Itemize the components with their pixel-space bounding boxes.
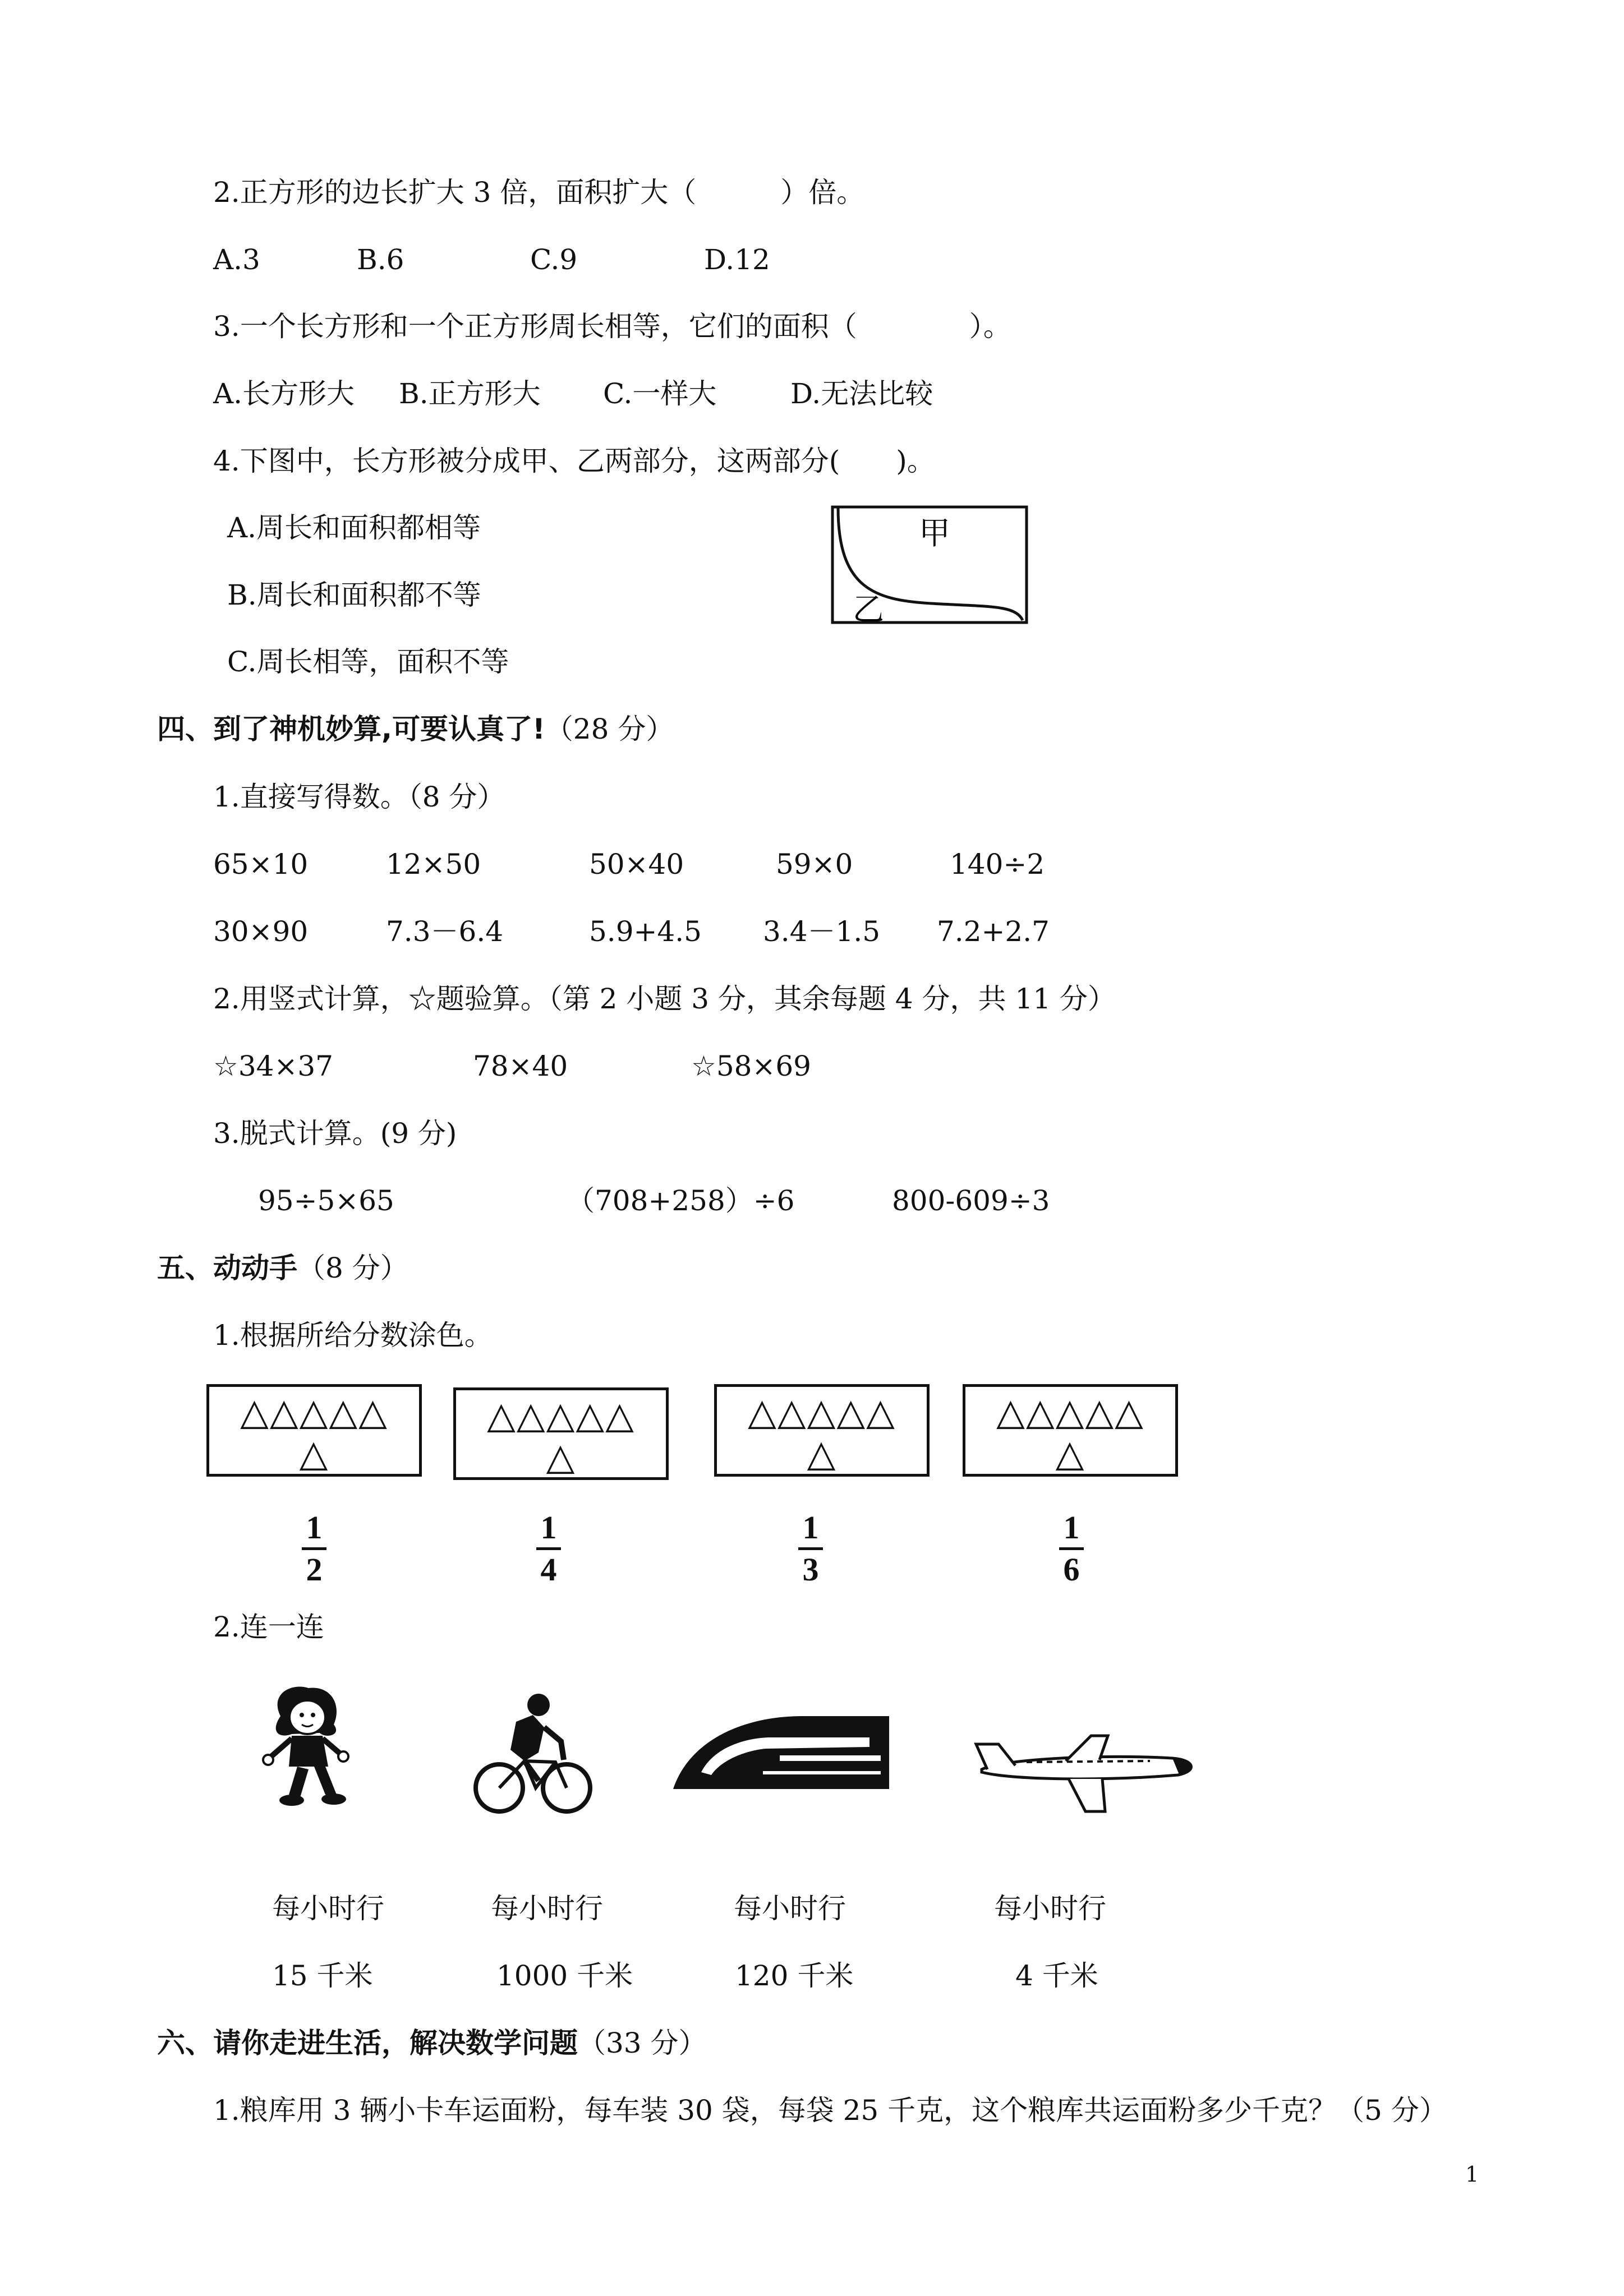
fraction-denominator: 6: [1063, 1551, 1080, 1588]
figure-label-yi: 乙: [853, 592, 884, 628]
q3-2-option-c: C.9: [530, 243, 578, 276]
fraction-numerator: 1: [1063, 1509, 1080, 1546]
triangle-box-4: [963, 1384, 1178, 1477]
triangle-row-top: △△△△△: [487, 1394, 635, 1437]
triangle-row-bottom: △: [299, 1432, 329, 1475]
calc-row2-item2: 7.3－6.4: [386, 915, 504, 948]
fraction-denominator: 2: [306, 1551, 323, 1588]
fraction-bar: [302, 1547, 326, 1550]
calc-row2-item5: 7.2+2.7: [937, 915, 1050, 948]
triangle-row-bottom: △: [807, 1432, 837, 1475]
fraction-numerator: 1: [540, 1509, 557, 1546]
q3-4-option-a: A.周长和面积都相等: [227, 511, 481, 544]
q4-1-text: 1.直接写得数。（8 分）: [213, 781, 505, 813]
q3-2-option-d: D.12: [704, 243, 770, 276]
fraction-1-2: [292, 1511, 337, 1586]
vertical-calc-item1: ☆34×37: [213, 1050, 333, 1082]
section4-heading: [157, 715, 674, 743]
q4-2-text: 2.用竖式计算，☆题验算。（第 2 小题 3 分，其余每题 4 分，共 11 分）: [213, 983, 1116, 1015]
calc-row1-item2: 12×50: [386, 848, 481, 880]
q5-1-text: 1.根据所给分数涂色。: [213, 1319, 493, 1352]
q3-4-text: 4.下图中，长方形被分成甲、乙两部分，这两部分( )。: [213, 445, 935, 477]
q3-2-text: 2.正方形的边长扩大 3 倍，面积扩大（ ）倍。: [213, 176, 865, 209]
fraction-denominator: 3: [802, 1551, 819, 1588]
q3-3-option-c: C.一样大: [603, 377, 717, 410]
speed-label-4: 每小时行: [994, 1892, 1106, 1925]
vertical-calc-item3: ☆58×69: [691, 1050, 811, 1082]
train-picture: [668, 1705, 892, 1800]
speed-label-1: 每小时行: [272, 1892, 384, 1925]
speed-label-3: 每小时行: [734, 1892, 846, 1925]
calc-row1-item5: 140÷2: [950, 848, 1045, 880]
speed-value-3: 120 千米: [735, 1960, 854, 1992]
fraction-1-6: [1049, 1511, 1094, 1586]
fraction-1-4: [526, 1511, 571, 1586]
q3-4-option-c: C.周长相等，面积不等: [227, 646, 509, 678]
cyclist-picture: [471, 1688, 595, 1817]
q3-3-option-d: D.无法比较: [790, 377, 933, 410]
fraction-bar: [1059, 1547, 1084, 1550]
fraction-bar: [798, 1547, 823, 1550]
section4-score: （28 分）: [545, 713, 674, 745]
fraction-denominator: 4: [540, 1551, 557, 1588]
section6-heading: [157, 2029, 707, 2057]
step-calc-item2: （708+258）÷6: [567, 1184, 795, 1217]
calc-row1-item1: 65×10: [213, 848, 309, 880]
step-calc-item1: 95÷5×65: [258, 1184, 394, 1217]
calc-row2-item1: 30×90: [213, 915, 309, 948]
fraction-numerator: 1: [802, 1509, 819, 1546]
section5-heading: [157, 1254, 408, 1282]
section6-score: （33 分）: [578, 2027, 707, 2059]
step-calc-item3: 800-609÷3: [892, 1184, 1050, 1217]
speed-value-1: 15 千米: [272, 1960, 373, 1992]
calc-row2-item4: 3.4－1.5: [763, 915, 881, 948]
calc-row1-item4: 59×0: [776, 848, 853, 880]
triangle-row-top: △△△△△: [240, 1390, 388, 1433]
vertical-calc-item2: 78×40: [473, 1050, 568, 1082]
speed-label-2: 每小时行: [491, 1892, 603, 1925]
triangle-box-3: [714, 1384, 930, 1477]
triangle-row-top: △△△△△: [996, 1390, 1144, 1433]
fraction-bar: [536, 1547, 561, 1550]
calc-row2-item3: 5.9+4.5: [589, 915, 702, 948]
section4-title: 四、到了神机妙算,可要认真了!: [157, 713, 545, 745]
triangle-box-1: [206, 1384, 422, 1477]
q3-2-option-a: A.3: [213, 243, 260, 276]
triangle-row-bottom: △: [546, 1435, 576, 1478]
calc-row1-item3: 50×40: [589, 848, 684, 880]
fraction-1-3: [788, 1511, 833, 1586]
page-number: 1: [1465, 2162, 1479, 2187]
section5-score: （8 分）: [297, 1252, 408, 1284]
triangle-box-2: [453, 1387, 669, 1480]
section5-title: 五、动动手: [157, 1252, 297, 1284]
speed-value-4: 4 千米: [1015, 1960, 1098, 1992]
q3-3-text: 3.一个长方形和一个正方形周长相等，它们的面积（ ）。: [213, 310, 1011, 343]
figure-label-jia: 甲: [919, 515, 950, 552]
airplane-picture: [970, 1727, 1200, 1817]
q3-3-option-a: A.长方形大: [213, 377, 355, 410]
section6-title: 六、请你走进生活，解决数学问题: [157, 2027, 578, 2059]
speed-value-2: 1000 千米: [496, 1960, 633, 1992]
triangle-row-top: △△△△△: [748, 1390, 896, 1433]
girl-walking-picture: [258, 1682, 353, 1809]
q5-2-text: 2.连一连: [213, 1611, 324, 1643]
q3-4-option-b: B.周长和面积都不等: [227, 579, 481, 611]
q3-2-option-b: B.6: [357, 243, 404, 276]
q3-3-option-b: B.正方形大: [399, 377, 541, 410]
fraction-numerator: 1: [306, 1509, 323, 1546]
triangle-row-bottom: △: [1055, 1432, 1085, 1475]
divided-rectangle-figure: [830, 505, 1032, 628]
q4-3-text: 3.脱式计算。(9 分): [213, 1117, 457, 1150]
q6-1-text: 1.粮库用 3 辆小卡车运面粉，每车装 30 袋，每袋 25 千克，这个粮库共运面粉多少千克？（5 分）: [213, 2094, 1447, 2127]
